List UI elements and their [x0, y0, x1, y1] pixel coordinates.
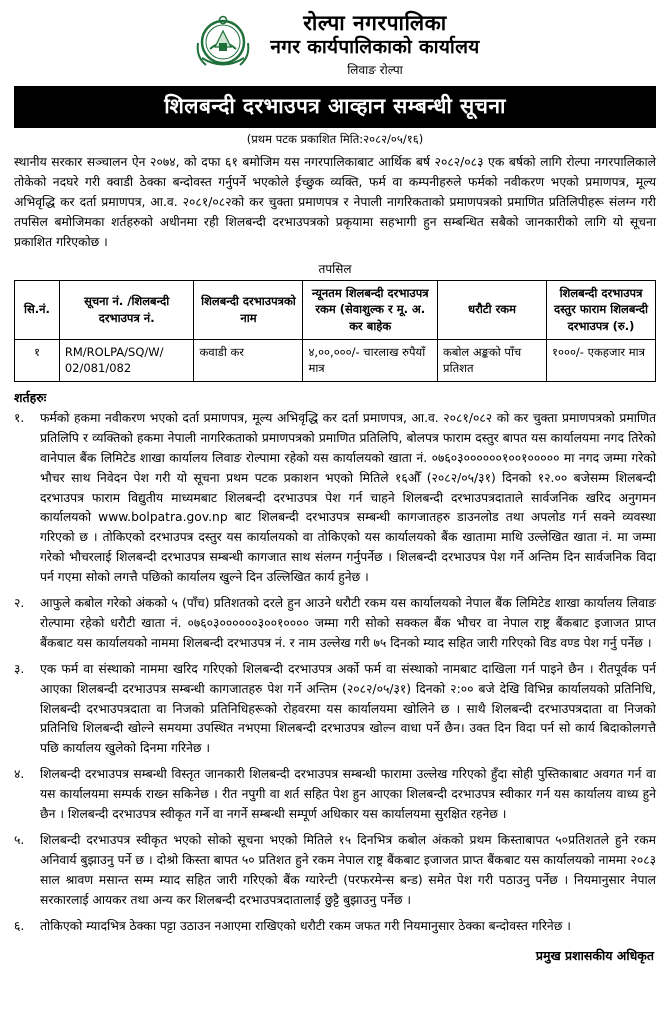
condition-number: ४. [14, 767, 25, 782]
table-header-row [15, 280, 656, 339]
conditions-heading: शर्तहरुः [14, 389, 47, 405]
condition-number: ५. [14, 833, 25, 848]
conditions-list [14, 409, 656, 937]
org-name-primary: रोल्पा नगरपालिका [303, 11, 447, 35]
list-item [14, 660, 656, 760]
column-header-notice-no: सूचना नं. /शिलबन्दी दरभाउपत्र नं. [59, 280, 194, 339]
column-header-min-amount: न्यूनतम शिलबन्दी दरभाउपत्र रकम (सेवाशुल्क र मू. अ. कर बाहेक [303, 280, 438, 339]
condition-number: २. [14, 596, 25, 611]
org-address: लिवाङ रोल्पा [347, 63, 403, 77]
column-header-sn: सि.नं. [15, 280, 60, 339]
cell-notice-no: RM/ROLPA/SQ/W/ 02/081/082 [59, 339, 194, 381]
cell-sn: १ [15, 339, 60, 381]
condition-text: शिलबन्दी दरभाउपत्र सम्बन्धी विस्तृत जानकारी शिलबन्दी दरभाउपत्र सम्बन्धी फारामा उल्लेख गरिएको हुँदा सोही पुस्तिकाबाट अवगत गर्न वा यस कार्यालयमा सम्पर्क राख्न सकिनेछ । रीत नपुगी वा शर्त सहित पेश हुन आएका शिलबन्दी दरभाउपत्र स्वीकार गर्न यस कार्यालय वाध्य हुने छैन । शिलबन्दी दरभाउपत्र स्वीकृत गर्ने वा नगर्ने सम्बन्धी सम्पूर्ण अधिकार यस कार्यालयमा सुरक्षित रहनेछ । [40, 767, 656, 822]
tender-details-table [14, 280, 656, 382]
condition-text: शिलबन्दी दरभाउपत्र स्वीकृत भएको सोको सूचना भएको मितिले १५ दिनभित्र कबोल अंकको प्रथम किस्ताबापत ५०प्रतिशतले हुने रकम अनिवार्य बुझाउनु पर्ने छ । दोश्रो किस्ता बापत ५० प्रतिशत हुने रकम नेपाल राष्ट्र बैंकबाट इजाजत प्राप्त बैंकबाट यस कार्यालयको नाममा २०८३ साल श्रावण मसान्त सम्म म्याद सहित जारी गरिएको बैंक ग्यारेन्टी (परफरमेन्स बन्ड) समेत पेश गरी पठाउनु पर्नेछ । नियमानुसार नेपाल सरकारलाई आयकर तथा अन्य कर शिलबन्दी दरभाउपत्रदातालाई छुट्टै बुझाउनु पर्नेछ । [40, 833, 656, 907]
list-item [14, 409, 656, 588]
cell-form-fee: १०००/- एकहजार मात्र [547, 339, 656, 381]
condition-number: ६. [14, 918, 25, 933]
list-item [14, 594, 656, 654]
municipality-emblem-icon [190, 13, 256, 75]
org-name-secondary: नगर कार्यपालिकाको कार्यालय [270, 36, 480, 59]
notice-title: शिलबन्दी दरभाउपत्र आव्हान सम्बन्धी सूचना [14, 86, 656, 128]
condition-text: आफुले कबोल गरेको अंकको ५ (पाँच) प्रतिशतको दरले हुन आउने धरौटी रकम यस कार्यालयको नेपाल बैंक लिमिटेड शाखा कार्यालय लिवाङ रोल्पामा रहेको धरौटी खाता नं. ०७६०३००००००३००१०००० जम्मा गरी सोको सक्कल बैंक भौचर वा नेपाल राष्ट्र बैंकबाट इजाजत प्राप्त बैंकबाट यस कार्यालयको नाममा शिलबन्दी दरभाउपत्र नं. र नाम उल्लेख गरी ७५ दिनको म्याद सहित जारी गरिएको विड वण्ड पेश गर्नु पर्नेछ । [40, 596, 656, 650]
list-item [14, 765, 656, 825]
column-header-deposit: धरौटी रकम [438, 280, 547, 339]
condition-text: तोकिएको म्यादभित्र ठेक्का पट्टा उठाउन नआएमा राखिएको धरौटी रकम जफत गरी नियमानुसार ठेक्का बन्दोवस्त गरिनेछ । [40, 918, 571, 933]
signatory-title: प्रमुख प्रशासकीय अधिकृत [535, 947, 654, 963]
intro-paragraph: स्थानीय सरकार सञ्चालन ऐन २०७४, को दफा ६१ बमोजिम यस नगरपालिकाबाट आर्थिक बर्ष २०८२/०८३ एक बर्षको लागि रोल्पा नगरपालिकाले तोकेको नदघरे गरी क्वाडी ठेक्का बन्दोवस्त गर्नुपर्ने भएकोले ईच्छुक व्यक्ति, फर्म वा कम्पनीहरुले फर्मको नवीकरण भएको प्रमाणपत्र, मूल्य अभिवृद्धि कर दर्ता प्रमाणपत्र, आ.व. २०८१/०८२को कर चुक्ता प्रमाणपत्र र नेपाली नागरिकताको प्रमाणपत्रको प्रमाणित प्रतिलिपीहरू संलग्न गरी तपसिल बमोजिमका शर्तहरुको अधीनमा रही शिलबन्दी दरभाउपत्रको प्रकृयामा सहभागी हुन सम्बन्धित सबैको जानकारीको लागि यो सूचना प्रकाशित गरिएकोछ । [14, 155, 656, 249]
table-row [15, 339, 656, 381]
condition-text: फर्मको हकमा नवीकरण भएको दर्ता प्रमाणपत्र, मूल्य अभिवृद्धि कर दर्ता प्रमाणपत्र, आ.व. २०८१/०८२ को कर चुक्ता प्रमाणपत्रको प्रमाणित प्रतिलिपि र व्यक्तिको हकमा नेपाली नागरिकताको प्रमाणपत्रको प्रमाणित प्रतिलिपि, बोलपत्र फाराम दस्तुर बापत यस कार्यालयमा नगद तिरेको वानेपाल बैंक लिमिटेड शाखा कार्यालय लिवाङ रोल्पामा रहेको यस कार्यालयको खाता नं. ०७६०३००००००१००१००००० मा नगद जम्मा गरेको भौचर साथ निवेदन पेश गरी यो सूचना प्रथम पटक प्रकाशन भएको मितिले १६औँ (२०८२/०५/३१) दिनको १२.०० बजेसम्म शिलबन्दी दरभाउपत्र फाराम विद्युतीय माध्यमबाट शिलबन्दी दरभाउपत्र पेश गर्न चाहने शिलबन्दी दरभाउपत्रदाताले सार्वजनिक खरिद अनुगमन कार्यालयको www.bolpatra.gov.np बाट शिलबन्दी दरभाउपत्र सम्बन्धी कागजातहरु डाउनलोड तथा अपलोड गर्न सक्ने व्यवस्था गरिएको छ । तोकिएको दरभाउपत्र दस्तुर यस कार्यालयको वा तोकिएको यस कार्यालयको बैंक खातामा माथि उल्लेखित खाता नं. मा जम्मा गरेको भौचरलाई शिलबन्दी दरभाउपत्र सम्बन्धी कागजात साथ संलग्न गर्नुपर्नेछ । शिलबन्दी दरभाउपत्र पेश गर्ने अन्तिम दिन सार्वजनिक विदा पर्न गएमा सोको लगत्तै पछिको कार्यालय खुल्ने दिन उल्लिखित कार्य हुनेछ । [40, 410, 656, 585]
column-header-name: शिलबन्दी दरभाउपत्रको नाम [194, 280, 303, 339]
publish-date: (प्रथम पटक प्रकाशित मिति:२०८२/०५/१६) [246, 132, 424, 146]
condition-number: १. [14, 410, 25, 425]
cell-name: कवाडी कर [194, 339, 303, 381]
organization-name-block [270, 10, 479, 78]
cell-min-amount: ४,००,०००/- चारलाख रुपैयाँ मात्र [303, 339, 438, 381]
cell-deposit: कबोल अङ्कको पाँच प्रतिशत [438, 339, 547, 381]
condition-text: एक फर्म वा संस्थाको नाममा खरिद गरिएको शिलबन्दी दरभाउपत्र अर्को फर्म वा संस्थाको नामबाट दाखिला गर्न पाइने छैन । रीतपूर्वक पर्न आएका शिलबन्दी दरभाउपत्र सम्बन्धी कागजातहरु पेश गर्ने अन्तिम (२०८२/०५/३१) दिनको २:०० बजे देखि विभिन्न कार्यालयको प्रतिनिधि, शिलबन्दी दरभाउपत्रदाता वा निजको प्रतिनिधिहरूको रोहवरमा यस कार्यालयमा खोलिने छ । साथै शिलबन्दी दरभाउपत्रदाता वा निजको प्रतिनिधि शिलबन्दी खोल्ने समयमा उपस्थित नभएमा शिलबन्दी दरभाउपत्र खोल्न वाधा पर्ने छैन। उक्त दिन विदा पर्न सो कार्य बिदाकोलगत्तै पछि कार्यालय खुलेको दिनमा गरिनेछ । [40, 661, 656, 756]
document-header [14, 6, 656, 80]
list-item [14, 917, 656, 937]
schedule-label: तपसिल [318, 261, 352, 276]
column-header-form-fee: शिलबन्दी दरभाउपत्र दस्तुर फाराम शिलबन्दी दरभाउपत्र (रु.) [547, 280, 656, 339]
condition-number: ३. [14, 661, 25, 676]
list-item [14, 831, 656, 911]
